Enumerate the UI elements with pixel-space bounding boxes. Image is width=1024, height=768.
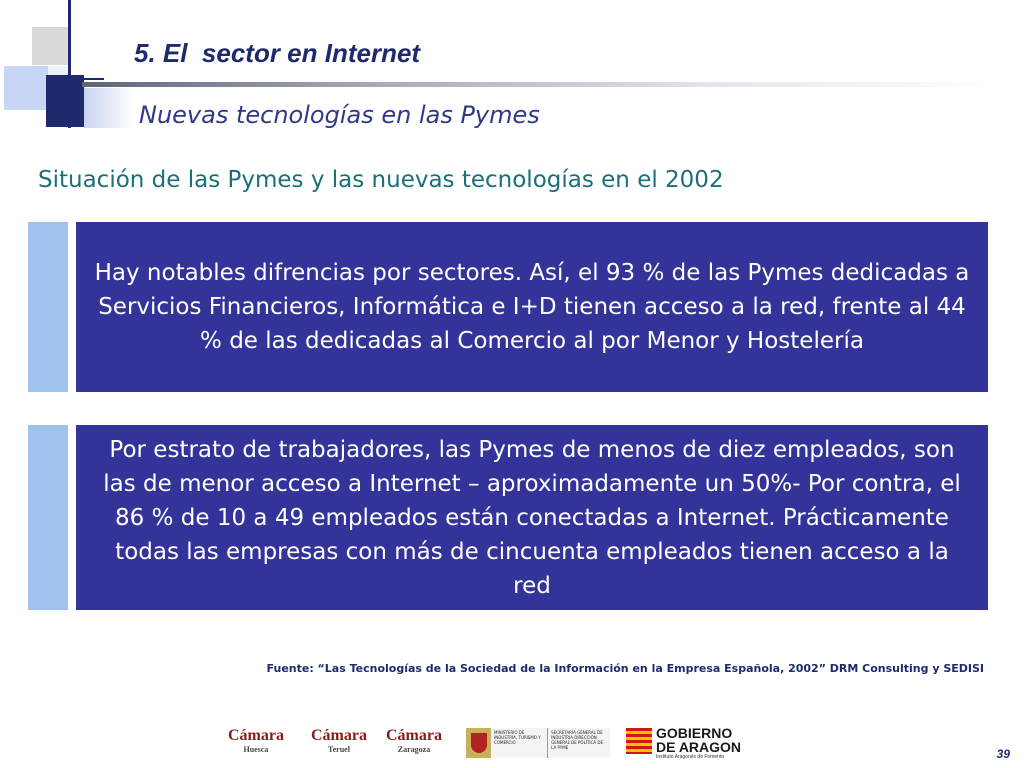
aragon-flag-icon — [626, 728, 652, 754]
page-number: 39 — [996, 747, 1010, 761]
panel-accent-bar — [28, 222, 68, 392]
info-panel-sectors — [76, 222, 988, 392]
secretaria-text: SECRETARÍA GENERAL DE INDUSTRIA DIRECCIÓN GENERAL DE POLÍTICA DE LA PYME — [547, 728, 610, 758]
decor-blue-square — [4, 66, 48, 110]
section-heading: Situación de las Pymes y las nuevas tecnologías en el 2002 — [38, 167, 724, 193]
gobierno-aragon-logo: GOBIERNO DE ARAGON Instituto Aragonés de Fomento — [626, 726, 756, 764]
panel-accent-bar — [28, 425, 68, 610]
slide-title: 5. El sector en Internet — [134, 38, 421, 68]
source-note: Fuente: “Las Tecnologías de la Sociedad de la Información en la Empresa Española, 2002” DRM Consulting y SEDISI — [266, 662, 984, 675]
info-panel-employees — [76, 425, 988, 610]
slide-subtitle: Nuevas tecnologías en las Pymes — [139, 101, 540, 129]
info-panel-text: Por estrato de trabajadores, las Pymes de menos de diez empleados, son las de menor acceso a Internet – aproximadamente un 50%- Por contra, el 86 % de 10 a 49 empleados están conectadas a Internet. Prácticamente todas las empresas con más de cincuenta empleados tienen acceso a la red — [103, 436, 961, 599]
ministerio-logo — [466, 728, 610, 758]
decor-vertical-line — [68, 0, 71, 128]
decor-gradient-bar — [82, 82, 1000, 87]
ministerio-text: MINISTERIO DE INDUSTRIA, TURISMO Y COMERCIO — [494, 730, 541, 745]
camara-teruel-logo: Cámara Teruel — [311, 727, 367, 754]
decor-grey-square — [32, 27, 70, 65]
decor-horizontal-line — [68, 78, 104, 80]
coat-of-arms-icon — [466, 728, 491, 758]
decor-navy-square — [46, 75, 84, 127]
info-panel-text: Hay notables difrencias por sectores. Así, el 93 % de las Pymes dedicadas a Servicios Financieros, Informática e I+D tienen acceso a la red, frente al 44 % de las dedicadas al Comercio al por Menor y Hostelería — [94, 260, 970, 354]
camara-zaragoza-logo: Cámara Zaragoza — [386, 727, 442, 754]
camara-huesca-logo: Cámara Huesca — [228, 727, 284, 754]
decor-gradient-block — [84, 88, 134, 128]
